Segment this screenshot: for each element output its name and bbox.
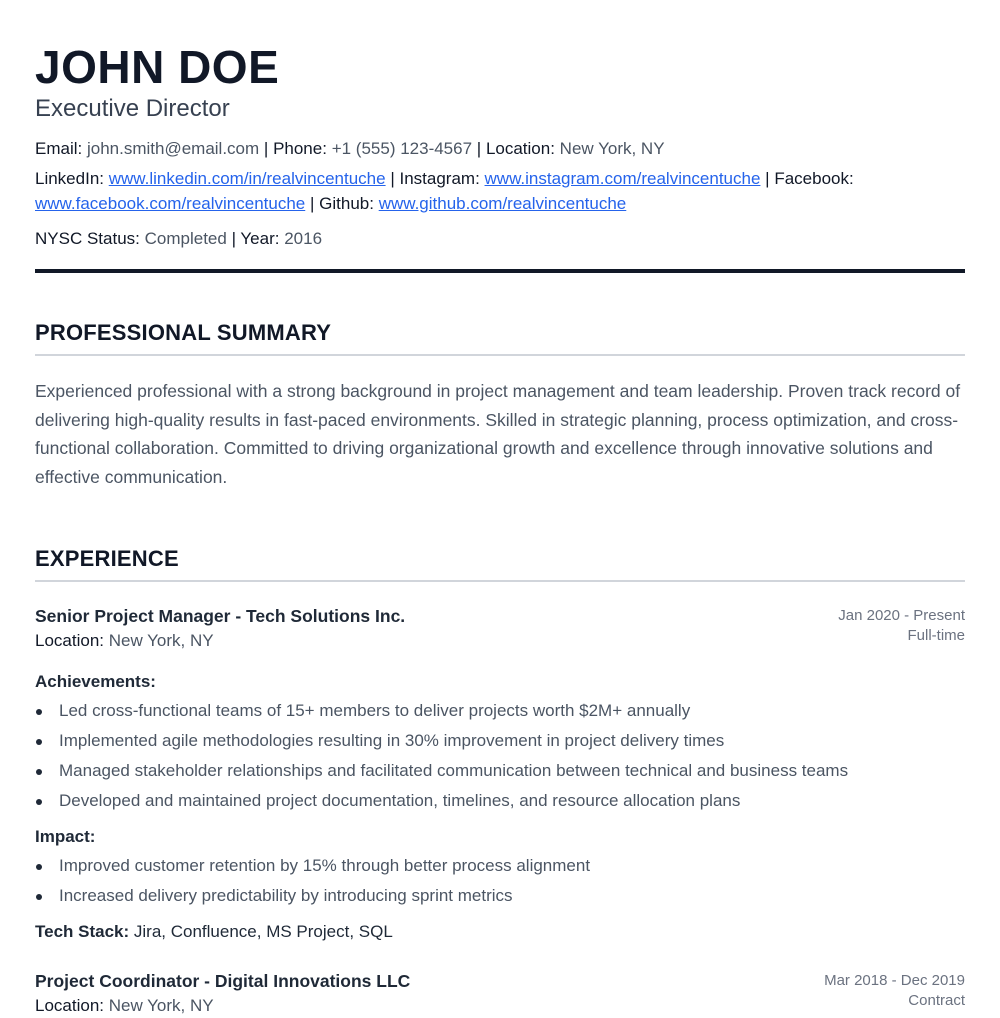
phone-label: Phone: (273, 139, 327, 158)
tech-stack-label: Tech Stack: (35, 922, 130, 941)
email-label: Email: (35, 139, 83, 158)
candidate-name: JOHN DOE (35, 41, 280, 93)
job-type: Full-time (907, 627, 965, 644)
job-location-label: Location: (35, 631, 104, 650)
linkedin-link[interactable]: www.linkedin.com/in/realvincentuche (108, 169, 386, 188)
separator: | (309, 194, 315, 213)
location-value: New York, NY (559, 139, 665, 158)
summary-divider (35, 354, 965, 356)
candidate-title: Executive Director (35, 95, 230, 122)
job-location-value: New York, NY (108, 631, 214, 650)
achievements-label: Achievements: (35, 672, 156, 691)
job-location (35, 629, 214, 653)
nysc-year-value: 2016 (284, 229, 323, 248)
job-dates: Jan 2020 - Present (838, 607, 965, 624)
summary-heading: PROFESSIONAL SUMMARY (35, 320, 332, 345)
email-value: john.smith@email.com (86, 139, 260, 158)
job-location (35, 994, 214, 1018)
nysc-status-value: Completed (144, 229, 227, 248)
separator: | (390, 169, 395, 188)
job-role: Project Coordinator - Digital Innovations LLC (35, 971, 411, 991)
separator: | (263, 139, 269, 158)
experience-divider (35, 580, 965, 582)
separator: | (476, 139, 482, 158)
experience-heading: EXPERIENCE (35, 546, 179, 571)
job-type: Contract (908, 992, 965, 1009)
list-item: Implemented agile methodologies resulting in 30% improvement in project delivery times (35, 726, 848, 756)
github-link[interactable]: www.github.com/realvincentuche (378, 194, 627, 213)
summary-text: Experienced professional with a strong background in project management and team leadership. Proven track record of delivering high-quality results in fast-paced environments. Skilled in strategic planning, process optimization, and cross-functional collaboration. Committed to driving organizational growth and excellence through innovative solutions and effective communication. (35, 381, 961, 487)
separator: | (231, 229, 236, 248)
separator: | (765, 169, 770, 188)
nysc-line (35, 226, 965, 251)
nysc-status-label: NYSC Status: (35, 229, 140, 248)
facebook-link[interactable]: www.facebook.com/realvincentuche (35, 194, 306, 213)
list-item: Developed and maintained project documentation, timelines, and resource allocation plans (35, 786, 848, 816)
achievements-list (35, 696, 848, 816)
tech-stack-value: Jira, Confluence, MS Project, SQL (133, 922, 393, 941)
contact-line-primary (35, 136, 965, 161)
header-divider (35, 269, 965, 273)
job-location-value: New York, NY (108, 996, 214, 1015)
instagram-link[interactable]: www.instagram.com/realvincentuche (484, 169, 761, 188)
contact-line-social (35, 166, 965, 216)
list-item: Improved customer retention by 15% through better process alignment (35, 851, 590, 881)
github-label: Github: (319, 194, 374, 213)
facebook-label: Facebook: (774, 169, 854, 188)
list-item: Managed stakeholder relationships and facilitated communication between technical and business teams (35, 756, 848, 786)
job-dates: Mar 2018 - Dec 2019 (824, 972, 965, 989)
tech-stack (35, 920, 393, 944)
list-item: Increased delivery predictability by introducing sprint metrics (35, 881, 590, 911)
nysc-year-label: Year: (240, 229, 280, 248)
list-item: Led cross-functional teams of 15+ members to deliver projects worth $2M+ annually (35, 696, 848, 726)
job-location-label: Location: (35, 996, 104, 1015)
job-role: Senior Project Manager - Tech Solutions Inc. (35, 606, 406, 626)
impact-label: Impact: (35, 827, 96, 846)
location-label: Location: (485, 139, 555, 158)
impact-list (35, 851, 590, 911)
linkedin-label: LinkedIn: (35, 169, 104, 188)
phone-value: +1 (555) 123-4567 (331, 139, 473, 158)
instagram-label: Instagram: (399, 169, 480, 188)
